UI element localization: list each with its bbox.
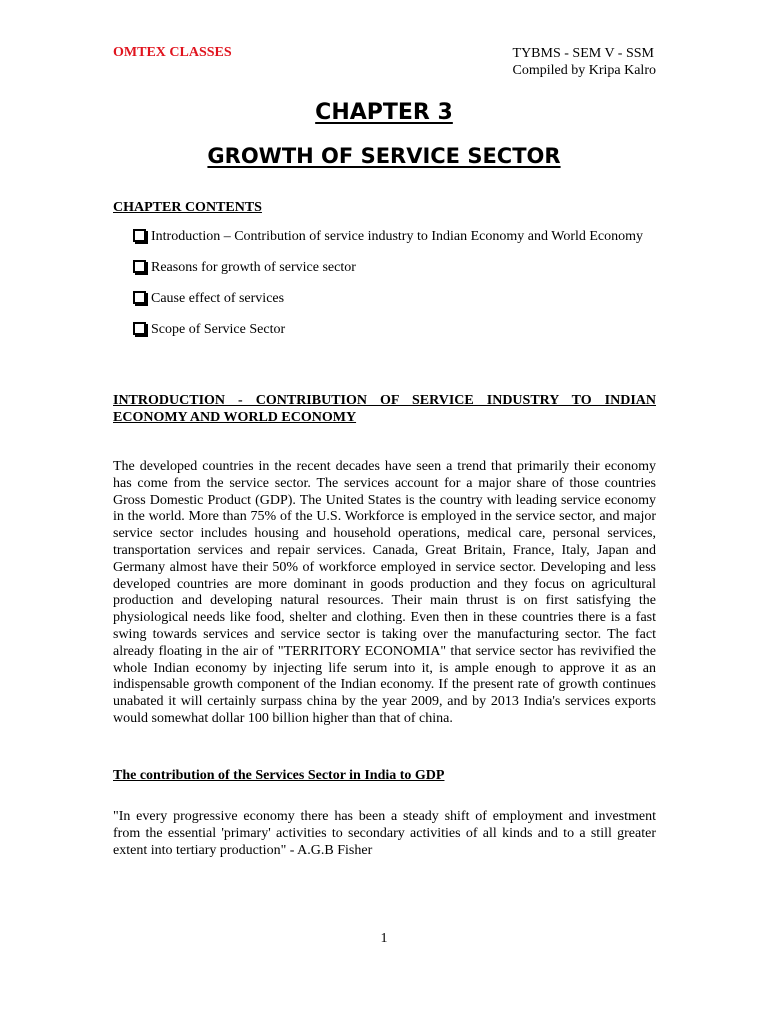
- chapter-title: GROWTH OF SERVICE SECTOR: [207, 144, 561, 168]
- contents-list: [133, 228, 656, 352]
- list-item: [133, 290, 656, 307]
- intro-paragraph: The developed countries in the recent decades have seen a trend that primarily their economy has come from the service sector. The services account for a major share of those countries Gross Domestic Product (GDP). The United States is the country with leading service economy in the world. More than 75% of the U.S. Workforce is employed in the service sector, and major service sector includes housing and household operations, medical care, personal services, transportation services and repair services. Canada, Great Britain, France, Italy, Japan and Germany almost have their 50% of workforce employed in service sector. Developing and less developed countries are more dominant in goods production and they focus on agricultural production and developing natural resources. Their main thrust is on first satisfying the physiological needs like food, shelter and clothing. Even then in these countries there is a fast swing towards services and service sector is taking over the manufacturing sector. The fact already floating in the air of "TERRITORY ECONOMIA" that service sector has revivified the whole Indian economy by injecting life serum into it, is ample enough to approve it as an indispensable growth component of the Indian economy. If the present rate of growth continues unabated it will certainly surpass china by the year 2009, and by 2013 India's services exports would somewhat dollar 100 billion higher than that of china.: [113, 459, 656, 726]
- list-item: [133, 228, 656, 245]
- list-item-label: Cause effect of services: [151, 291, 285, 306]
- checkbox-bullet-icon: [133, 229, 146, 242]
- header-course: TYBMS - SEM V - SSM: [512, 46, 654, 61]
- list-item-label: Scope of Service Sector: [151, 322, 286, 337]
- checkbox-bullet-icon: [133, 260, 146, 273]
- header-right: [513, 45, 656, 79]
- checkbox-bullet-icon: [133, 291, 146, 304]
- sub-heading: The contribution of the Services Sector in India to GDP: [113, 768, 445, 783]
- page-number: 1: [380, 931, 388, 946]
- contents-heading: CHAPTER CONTENTS: [113, 200, 262, 215]
- fisher-quote: "In every progressive economy there has been a steady shift of employment and investment from the essential 'primary' activities to secondary activities of all kinds and to a still greater extent into tertiary production" - A.G.B Fisher: [113, 809, 656, 858]
- chapter-number: CHAPTER 3: [315, 100, 453, 125]
- list-item-label: Introduction – Contribution of service industry to Indian Economy and World Economy: [151, 229, 644, 244]
- header-left: OMTEX CLASSES: [113, 45, 232, 60]
- list-item: [133, 259, 656, 276]
- section-heading: INTRODUCTION - CONTRIBUTION OF SERVICE INDUSTRY TO INDIAN ECONOMY AND WORLD ECONOMY: [113, 393, 656, 425]
- header-compiler: Compiled by Kripa Kalro: [512, 63, 656, 78]
- checkbox-bullet-icon: [133, 322, 146, 335]
- list-item-label: Reasons for growth of service sector: [151, 260, 356, 275]
- list-item: [133, 321, 656, 338]
